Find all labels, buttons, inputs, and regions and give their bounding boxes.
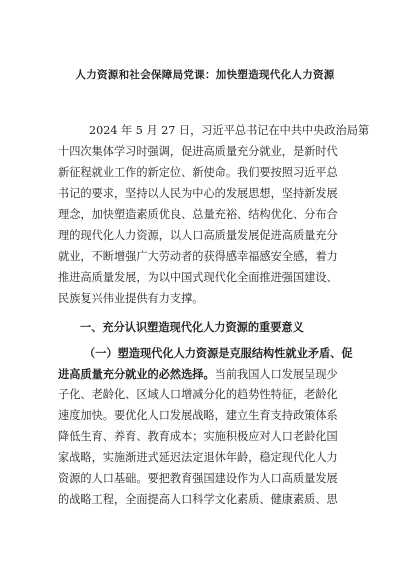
paragraph-line: 推进高质量发展，为以中国式现代化全面推进强国建设、: [58, 271, 338, 284]
paragraph-line: 降低生育、养育、教育成本；实施积极应对人口老龄化国: [58, 430, 338, 443]
subsection-heading-part1: （一）塑造现代化人力资源是克服结构性就业矛盾、促: [84, 346, 353, 360]
paragraph-line: 新征程就业工作的新定位、新使命。我们要按照习近平总: [58, 166, 338, 179]
subsection-second-line: [58, 367, 338, 382]
paragraph-line: 民族复兴伟业提供有力支撑。: [58, 292, 204, 305]
paragraph-text: 当前我国人口发展呈现少: [214, 368, 338, 381]
paragraph-line: 理念，加快塑造素质优良、总量充裕、结构优化、分布合: [58, 208, 338, 221]
paragraph-line: 资源的人口基础。要把教育强国建设作为人口高质量发展: [58, 472, 338, 485]
paragraph-line: 2024 年 5 月 27 日，习近平总书记在中共中央政治局第: [89, 124, 370, 137]
subsection-first-line: [84, 346, 353, 361]
section-heading: 一、充分认识塑造现代化人力资源的重要意义: [80, 320, 304, 334]
paragraph-line: 理的现代化人力资源，以人口高质量发展促进高质量充分: [58, 229, 338, 242]
paragraph-line: 十四次集体学习时强调，促进高质量充分就业，是新时代: [58, 145, 338, 158]
paragraph-line: 速度加快。要优化人口发展战略，建立生育支持政策体系: [58, 409, 338, 422]
document-title: 人力资源和社会保障局党课：加快塑造现代化人力资源: [75, 69, 335, 81]
paragraph-line: 子化、老龄化、区域人口增减分化的趋势性特征，老龄化: [58, 388, 338, 401]
paragraph-line: 就业，不断增强广大劳动者的获得感幸福感安全感，着力: [58, 250, 338, 263]
paragraph-line: 书记的要求，坚持以人民为中心的发展思想，坚持新发展: [58, 187, 338, 200]
subsection-heading-part2: 进高质量充分就业的必然选择。: [58, 367, 215, 381]
paragraph-line: 的战略工程，全面提高人口科学文化素质、健康素质、思: [58, 493, 338, 506]
paragraph-line: 家战略，实施渐进式延迟法定退休年龄，稳定现代化人力: [58, 451, 338, 464]
